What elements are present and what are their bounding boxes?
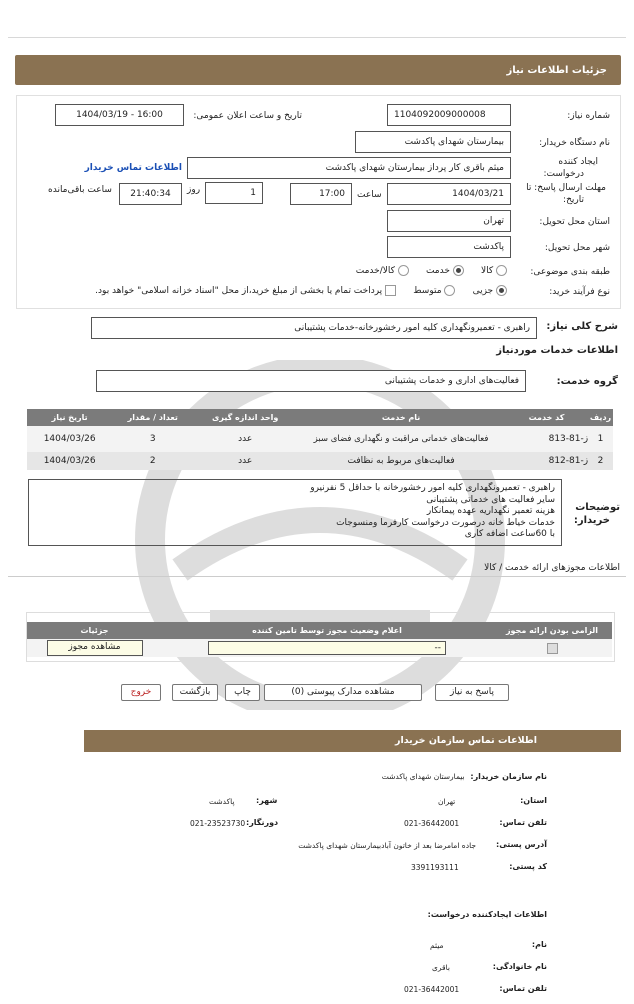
contact-org-row (382, 772, 547, 782)
note-line: سایر فعالیت های خدماتی پشتیبانی (426, 494, 555, 505)
service-name: فعالیت‌های خدماتی مراقبت و نگهداری فضای سبز (313, 434, 489, 444)
table-row (27, 639, 612, 657)
org-value: بیمارستان شهدای پاکدشت (381, 772, 465, 781)
table-row[interactable] (27, 426, 613, 452)
contact-phone-label: تلفن تماس: (499, 818, 547, 827)
service-name: فعالیت‌های مربوط به نظافت (347, 456, 455, 466)
col-unit: واحد اندازه گیری (193, 409, 297, 426)
contact-fax-label: دورنگار: (246, 818, 279, 827)
col-qty: تعداد / مقدار (112, 409, 193, 426)
city-label: شهر محل تحویل: (544, 243, 610, 253)
service-date: 1404/03/26 (43, 456, 96, 466)
back-button[interactable]: بازگشت (172, 684, 218, 701)
col-row: ردیف (588, 409, 613, 426)
creator-info-title: اطلاعات ایجادکننده درخواست: (427, 910, 547, 919)
deadline-time-field: 17:00 (290, 183, 352, 205)
process-label: نوع فرآیند خرید: (549, 287, 610, 297)
buyer-label: نام دستگاه خریدار: (539, 138, 610, 148)
permit-status-cell (162, 639, 492, 657)
province-field: تهران (387, 210, 511, 232)
city-field: پاکدشت (387, 236, 511, 258)
category-radio-goods[interactable] (496, 265, 507, 276)
deadline-date-field: 1404/03/21 (387, 183, 511, 205)
need-number-label: شماره نیاز: (567, 111, 610, 121)
creator-phone-label: تلفن تماس: (499, 984, 547, 993)
buyer-contact-link[interactable]: اطلاعات تماس خریدار (84, 163, 182, 173)
permits-divider (8, 576, 626, 577)
category-option-goods: کالا (480, 266, 494, 276)
permit-details-cell (27, 639, 162, 657)
service-group-label: گروه خدمت: (556, 376, 618, 387)
days-label: روز (187, 185, 201, 195)
reply-button[interactable]: پاسخ به نیاز (435, 684, 509, 701)
category-radio-service[interactable] (453, 265, 464, 276)
province-label: استان محل تحویل: (539, 217, 610, 227)
top-divider (8, 37, 626, 38)
col-date: تاریخ نیاز (27, 409, 112, 426)
need-number-field: 1104092009000008 (387, 104, 511, 126)
exit-button[interactable]: خروج (121, 684, 161, 701)
deadline-label-1: مهلت ارسال پاسخ: تا (526, 183, 606, 193)
category-option-both: کالا/خدمت (355, 266, 395, 276)
process-option-medium: متوسط (413, 286, 442, 296)
row-number: 2 (597, 456, 604, 466)
col-permit-status: اعلام وضعیت مجوز توسط تامین کننده (162, 622, 492, 639)
service-unit: عدد (238, 456, 253, 466)
treasury-payment-note: پرداخت تمام یا بخشی از مبلغ خرید،از محل "اسناد خزانه اسلامی" خواهد بود. (95, 286, 383, 296)
permit-required-checkbox (547, 643, 558, 654)
contact-postal-value: 3391193111 (411, 863, 459, 872)
services-table-header (27, 409, 613, 426)
buyer-notes-label-2: خریدار: (573, 515, 610, 526)
service-code: ز-81-813 (548, 434, 589, 444)
days-field: 1 (205, 182, 263, 204)
process-radio-minor[interactable] (496, 285, 507, 296)
creator-family-label: نام خانوادگی: (492, 962, 547, 971)
service-qty: 3 (149, 434, 156, 444)
creator-family-value: باقری (432, 963, 450, 972)
attachments-button[interactable]: مشاهده مدارک پیوستی (0) (264, 684, 422, 701)
process-radio-medium[interactable] (444, 285, 455, 296)
remaining-label: ساعت باقی‌مانده (48, 185, 112, 195)
creator-name-label: نام: (531, 940, 547, 949)
org-label: نام سازمان خریدار: (470, 772, 547, 781)
treasury-payment-checkbox[interactable] (385, 285, 396, 296)
contact-city-value: پاکدشت (209, 797, 235, 806)
service-qty: 2 (149, 456, 156, 466)
creator-label-2: درخواست: (543, 169, 584, 179)
permits-title: اطلاعات مجوزهای ارائه خدمت / کالا (484, 563, 620, 573)
contact-province-label: استان: (520, 796, 547, 805)
contact-city-label: شهر: (256, 796, 278, 805)
buyer-notes-box (28, 479, 562, 546)
contact-address-label: آدرس پستی: (496, 840, 547, 849)
announce-field: 1404/03/19 - 16:00 (55, 104, 184, 126)
announce-label: تاریخ و ساعت اعلان عمومی: (193, 111, 302, 121)
contact-fax-value: 021-23523730 (190, 819, 246, 828)
contact-title: اطلاعات تماس سازمان خریدار (394, 735, 537, 746)
note-line: راهبری - تعمیرونگهداری کلیه امور رخشورخانه با حداقل 5 نفرنیرو (310, 483, 555, 493)
services-table (27, 409, 613, 470)
buyer-notes-label-1: توضیحات (575, 502, 620, 513)
permits-table (27, 622, 612, 657)
permit-required-cell (492, 639, 612, 657)
time-label: ساعت (357, 190, 382, 200)
process-radio-group (95, 285, 507, 296)
contact-header (84, 730, 621, 752)
category-radio-group (356, 265, 507, 276)
contact-province-value: تهران (438, 797, 456, 806)
note-line: خدمات خیاط خانه درصورت درخواست کارفرما ومنسوجات (336, 517, 555, 528)
contact-address-value: جاده امامرضا بعد از خاتون آبادبیمارستان شهدای پاکدشت (298, 841, 476, 850)
summary-label: شرح کلی نیاز: (546, 321, 618, 332)
contact-postal-label: کد پستی: (509, 862, 547, 871)
creator-name-value: میثم (430, 941, 444, 950)
buyer-field: بیمارستان شهدای پاکدشت (355, 131, 511, 153)
category-option-service: خدمت (425, 266, 450, 276)
creator-phone-value: 021-36442001 (404, 985, 460, 994)
process-option-minor: جزیی (472, 286, 494, 296)
service-code: ز-81-812 (548, 456, 589, 466)
note-line: هزینه تعمیر نگهداریه عهده پیمانکار (426, 506, 555, 516)
creator-field: میثم باقری کار پرداز بیمارستان شهدای پاکدشت (187, 157, 511, 179)
contact-phone-value: 021-36442001 (404, 819, 460, 828)
print-button[interactable]: چاپ (225, 684, 260, 701)
remaining-field: 21:40:34 (119, 183, 182, 205)
row-number: 1 (597, 434, 604, 444)
col-name: نام خدمت (297, 409, 505, 426)
service-group-field: فعالیت‌های اداری و خدمات پشتیبانی (96, 370, 526, 392)
view-permit-button[interactable]: مشاهده مجوز (47, 640, 143, 656)
permit-status-field[interactable]: -- (208, 641, 446, 655)
col-permit-details: جزئیات (27, 622, 162, 639)
services-section-title: اطلاعات خدمات موردنیاز (496, 345, 618, 356)
category-radio-both[interactable] (398, 265, 409, 276)
details-header (15, 55, 621, 85)
col-code: کد خدمت (505, 409, 588, 426)
service-unit: عدد (238, 434, 253, 444)
category-label: طبقه بندی موضوعی: (530, 267, 610, 277)
deadline-label-2: تاریخ: (563, 195, 584, 205)
page-title: جزئیات اطلاعات نیاز (506, 65, 607, 76)
summary-field: راهبری - تعمیرونگهداری کلیه امور رخشورخانه-خدمات پشتیبانی (91, 317, 537, 339)
permits-table-header (27, 622, 612, 639)
service-date: 1404/03/26 (43, 434, 96, 444)
creator-label-1: ایجاد کننده (558, 157, 598, 167)
table-row[interactable] (27, 452, 613, 470)
note-line: با 60ساعت اضافه کاری (464, 529, 555, 539)
col-permit-required: الزامی بودن ارائه مجوز (492, 622, 612, 639)
